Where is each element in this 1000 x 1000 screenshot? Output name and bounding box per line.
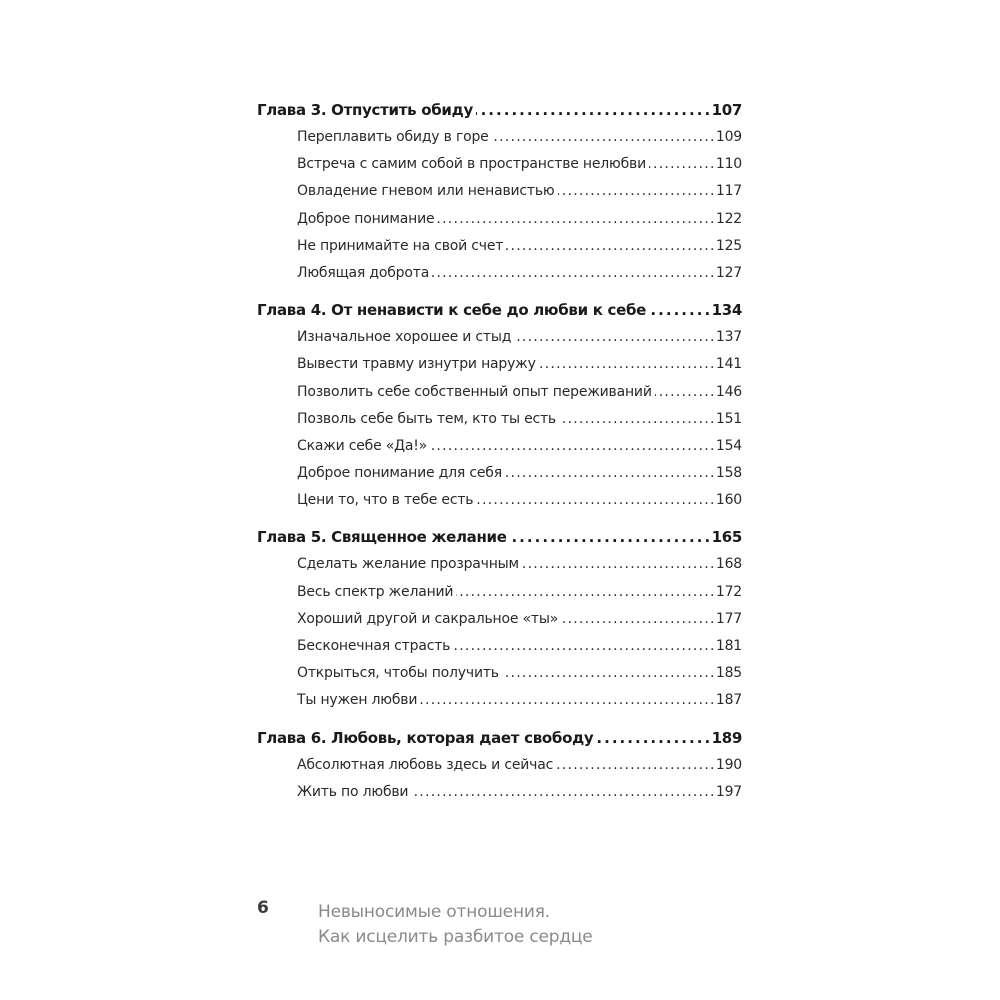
toc-section-entry-title: Доброе понимание для себя bbox=[297, 465, 502, 482]
dot-leader bbox=[453, 633, 713, 660]
dot-leader bbox=[432, 260, 713, 287]
toc-section-entry-page-number: 151 bbox=[715, 410, 742, 427]
toc-section-entry-title: Жить по любви bbox=[297, 783, 409, 800]
toc-section-entry bbox=[257, 178, 742, 205]
toc-chapter-entry bbox=[257, 96, 742, 124]
book-title-line-2: Как исцелить разбитое сердце bbox=[318, 927, 593, 947]
toc-section-entry-title: Позволь себе быть тем, кто ты есть bbox=[297, 410, 556, 427]
toc-chapter-block bbox=[257, 523, 742, 714]
toc-section-entry bbox=[257, 660, 742, 687]
toc-section-entry-title: Любящая доброта bbox=[297, 264, 430, 281]
toc-chapter-entry bbox=[257, 296, 742, 324]
toc-section-entry-page-number: 122 bbox=[715, 210, 742, 227]
dot-leader bbox=[505, 460, 713, 487]
toc-section-entry-page-number: 160 bbox=[715, 492, 742, 509]
toc-section-entry-page-number: 177 bbox=[715, 610, 742, 627]
toc-chapter-block bbox=[257, 296, 742, 514]
toc-section-entry-page-number: 158 bbox=[715, 465, 742, 482]
toc-section-entry-title: Переплавить обиду в горе bbox=[297, 129, 489, 145]
toc-section-entry-page-number: 146 bbox=[715, 383, 742, 400]
dot-leader bbox=[556, 752, 713, 779]
toc-section-entry bbox=[257, 579, 742, 606]
toc-section-entry bbox=[257, 779, 742, 806]
toc-section-entry-page-number: 190 bbox=[715, 756, 742, 773]
toc-section-entry-page-number: 137 bbox=[715, 329, 742, 346]
toc-chapter-entry-page-number: 165 bbox=[711, 528, 742, 547]
toc-section-entry-title: Абсолютная любовь здесь и сейчас bbox=[297, 756, 554, 773]
toc-section-entry-title: Ты нужен любви bbox=[297, 692, 418, 709]
toc-section-entry-page-number: 172 bbox=[715, 583, 742, 600]
toc-section-entry-title: Доброе понимание bbox=[297, 210, 435, 227]
toc-chapter-entry-title: Глава 5. Священное желание bbox=[257, 528, 507, 547]
toc-section-entry bbox=[257, 406, 742, 433]
dot-leader bbox=[411, 779, 713, 806]
toc-section-entry-page-number: 154 bbox=[715, 437, 742, 454]
toc-section-entry-title: Вывести травму изнутри наружу bbox=[297, 356, 536, 373]
page-number: 6 bbox=[257, 898, 269, 918]
toc-section-entry-title: Бесконечная страсть bbox=[297, 638, 451, 654]
toc-section-entry bbox=[257, 260, 742, 287]
dot-leader bbox=[510, 523, 709, 551]
toc-section-entry bbox=[257, 351, 742, 378]
dot-leader bbox=[437, 206, 712, 233]
toc-section-entry bbox=[257, 324, 742, 351]
toc-section-entry-page-number: 110 bbox=[715, 156, 742, 173]
toc-section-entry-page-number: 127 bbox=[715, 264, 742, 281]
toc-section-entry-page-number: 141 bbox=[715, 356, 742, 373]
dot-leader bbox=[476, 487, 713, 514]
toc-section-entry bbox=[257, 206, 742, 233]
toc-chapter-entry bbox=[257, 724, 742, 752]
dot-leader bbox=[522, 551, 713, 578]
dot-leader bbox=[596, 724, 708, 752]
toc-section-entry bbox=[257, 633, 742, 660]
dot-leader bbox=[492, 124, 713, 151]
toc-section-entry bbox=[257, 151, 742, 178]
toc-section-entry bbox=[257, 233, 742, 260]
toc-chapter-block bbox=[257, 724, 742, 806]
dot-leader bbox=[420, 687, 713, 714]
dot-leader bbox=[514, 324, 713, 351]
toc-chapter-block bbox=[257, 96, 742, 287]
toc-section-entry-title: Сделать желание прозрачным bbox=[297, 556, 519, 573]
toc-section-entry bbox=[257, 487, 742, 514]
dot-leader bbox=[558, 178, 713, 205]
dot-leader bbox=[561, 606, 713, 633]
toc-chapter-entry-page-number: 134 bbox=[711, 301, 742, 320]
toc-section-entry-title: Не принимайте на свой счет bbox=[297, 237, 504, 254]
toc-section-entry-title: Хороший другой и сакральное «ты» bbox=[297, 610, 559, 627]
toc-chapter-entry-page-number: 189 bbox=[711, 728, 742, 747]
toc-section-entry-title: Открыться, чтобы получить bbox=[297, 665, 499, 682]
toc-section-entry-title: Позволить себе собственный опыт переживаний bbox=[297, 383, 652, 400]
toc-section-entry-page-number: 187 bbox=[715, 692, 742, 709]
book-title-line-1: Невыносимые отношения. bbox=[318, 902, 550, 922]
running-book-title bbox=[318, 900, 593, 950]
dot-leader bbox=[502, 660, 713, 687]
toc-section-entry-page-number: 168 bbox=[715, 556, 742, 573]
dot-leader bbox=[456, 579, 713, 606]
toc-section-entry bbox=[257, 606, 742, 633]
toc-chapter-entry-title: Глава 6. Любовь, которая дает свободу bbox=[257, 728, 594, 747]
toc-section-entry-title: Изначальное хорошее и стыд bbox=[297, 329, 512, 346]
toc-section-entry-title: Овладение гневом или ненавистью bbox=[297, 183, 555, 200]
toc-chapter-entry-title: Глава 4. От ненависти к себе до любви к себе bbox=[257, 301, 647, 320]
toc-section-entry bbox=[257, 379, 742, 406]
toc-chapter-entry-title: Глава 3. Отпустить обиду bbox=[257, 101, 473, 119]
toc-section-entry bbox=[257, 752, 742, 779]
dot-leader bbox=[559, 406, 713, 433]
toc-section-entry bbox=[257, 460, 742, 487]
toc-section-entry-page-number: 125 bbox=[715, 237, 742, 254]
table-of-contents bbox=[257, 96, 742, 815]
dot-leader bbox=[430, 433, 713, 460]
toc-section-entry bbox=[257, 687, 742, 714]
toc-section-entry-page-number: 181 bbox=[715, 638, 742, 654]
toc-section-entry-page-number: 117 bbox=[715, 183, 742, 200]
toc-section-entry bbox=[257, 124, 742, 151]
toc-section-entry-title: Встреча с самим собой в пространстве нелюбви bbox=[297, 156, 646, 173]
dot-leader bbox=[649, 296, 709, 324]
toc-chapter-entry-page-number: 107 bbox=[711, 101, 742, 119]
dot-leader bbox=[655, 379, 713, 406]
toc-section-entry-page-number: 109 bbox=[715, 129, 742, 145]
dot-leader bbox=[649, 151, 713, 178]
dot-leader bbox=[476, 96, 709, 124]
toc-section-entry-title: Цени то, что в тебе есть bbox=[297, 492, 474, 509]
toc-section-entry-page-number: 197 bbox=[715, 783, 742, 800]
toc-section-entry-title: Весь спектр желаний bbox=[297, 583, 454, 600]
toc-chapter-entry bbox=[257, 523, 742, 551]
toc-section-entry-page-number: 185 bbox=[715, 665, 742, 682]
dot-leader bbox=[506, 233, 713, 260]
dot-leader bbox=[539, 351, 713, 378]
toc-section-entry bbox=[257, 433, 742, 460]
toc-section-entry-title: Скажи себе «Да!» bbox=[297, 437, 428, 454]
toc-section-entry bbox=[257, 551, 742, 578]
